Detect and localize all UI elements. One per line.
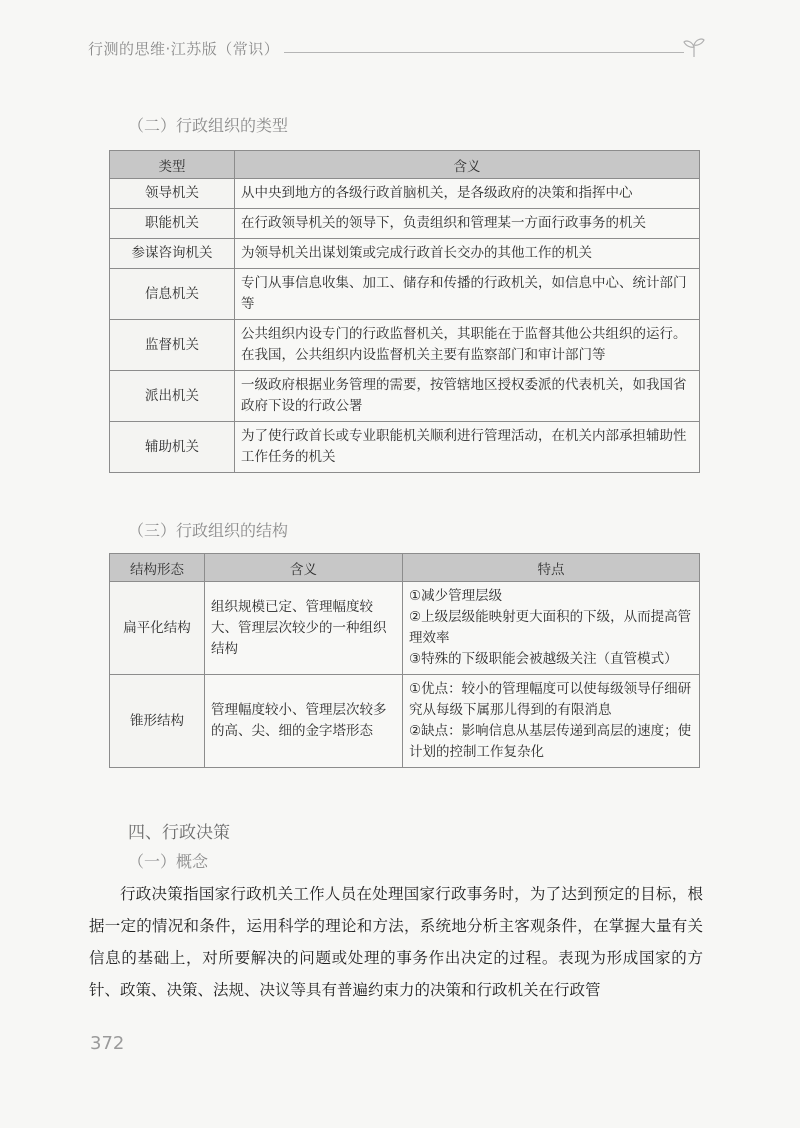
column-header-features: 特点 (403, 554, 700, 582)
organ-type-cell: 参谋咨询机关 (110, 239, 235, 269)
running-header (88, 36, 706, 62)
organ-type-cell: 领导机关 (110, 179, 235, 209)
sprout-icon (682, 36, 706, 58)
table-row (110, 209, 700, 239)
table-row (110, 582, 700, 675)
structure-form-cell: 锥形结构 (110, 675, 205, 768)
structure-meaning-cell: 组织规模已定、管理幅度较大、管理层次较少的一种组织结构 (205, 582, 403, 675)
section-subheading-concept: （一）概念 (128, 852, 209, 871)
table-row (110, 269, 700, 320)
table-row (110, 179, 700, 209)
column-header-type: 类型 (110, 151, 235, 179)
organ-type-cell: 职能机关 (110, 209, 235, 239)
section-heading-decision: 四、行政决策 (128, 823, 230, 843)
table-header-row (110, 151, 700, 179)
organ-type-cell: 派出机关 (110, 371, 235, 422)
structure-form-cell: 扁平化结构 (110, 582, 205, 675)
organ-meaning-cell: 专门从事信息收集、加工、储存和传播的行政机关，如信息中心、统计部门等 (235, 269, 700, 320)
table-row (110, 239, 700, 269)
organ-meaning-cell: 从中央到地方的各级行政首脑机关，是各级政府的决策和指挥中心 (235, 179, 700, 209)
structure-table (109, 553, 700, 768)
section-heading-types: （二）行政组织的类型 (128, 116, 289, 135)
section-heading-structure: （三）行政组织的结构 (128, 521, 289, 540)
running-title: 行测的思维·江苏版（常识） (88, 40, 280, 58)
organ-meaning-cell: 为领导机关出谋划策或完成行政首长交办的其他工作的机关 (235, 239, 700, 269)
header-rule (284, 52, 684, 53)
organ-meaning-cell: 为了使行政首长或专业职能机关顺利进行管理活动，在机关内部承担辅助性工作任务的机关 (235, 422, 700, 473)
body-paragraph: 行政决策指国家行政机关工作人员在处理国家行政事务时，为了达到预定的目标，根据一定的情况和条件，运用科学的理论和方法，系统地分析主客观条件，在掌握大量有关信息的基础上，对所要解决的问题或处理的事务作出决定的过程。表现为形成国家的方针、政策、决策、法规、决议等具有普遍约束力的决策和行政机关在行政管 (89, 885, 703, 999)
table-row (110, 675, 700, 768)
organ-meaning-cell: 公共组织内设专门的行政监督机关，其职能在于监督其他公共组织的运行。在我国，公共组织内设监督机关主要有监察部门和审计部门等 (235, 320, 700, 371)
feature-item: ①优点：较小的管理幅度可以使每级领导仔细研究从每级下属那儿得到的有限消息 (409, 681, 692, 718)
organ-type-cell: 信息机关 (110, 269, 235, 320)
structure-features-cell (403, 582, 700, 675)
column-header-meaning: 含义 (235, 151, 700, 179)
table-row (110, 371, 700, 422)
table-header-row (110, 554, 700, 582)
feature-item: ②缺点：影响信息从基层传递到高层的速度；使计划的控制工作复杂化 (409, 723, 692, 760)
column-header-form: 结构形态 (110, 554, 205, 582)
organ-type-cell: 监督机关 (110, 320, 235, 371)
organ-meaning-cell: 一级政府根据业务管理的需要，按管辖地区授权委派的代表机关，如我国省政府下设的行政公署 (235, 371, 700, 422)
column-header-meaning: 含义 (205, 554, 403, 582)
organ-type-cell: 辅助机关 (110, 422, 235, 473)
table-row (110, 320, 700, 371)
structure-features-cell (403, 675, 700, 768)
feature-item: ②上级层级能映射更大面积的下级，从而提高管理效率 (409, 609, 692, 646)
page-number: 372 (90, 1033, 125, 1054)
organ-meaning-cell: 在行政领导机关的领导下，负责组织和管理某一方面行政事务的机关 (235, 209, 700, 239)
structure-meaning-cell: 管理幅度较小、管理层次较多的高、尖、细的金字塔形态 (205, 675, 403, 768)
table-row (110, 422, 700, 473)
types-table (109, 150, 700, 473)
feature-item: ①减少管理层级 (409, 588, 503, 604)
feature-item: ③特殊的下级职能会被越级关注（直管模式） (409, 651, 678, 667)
